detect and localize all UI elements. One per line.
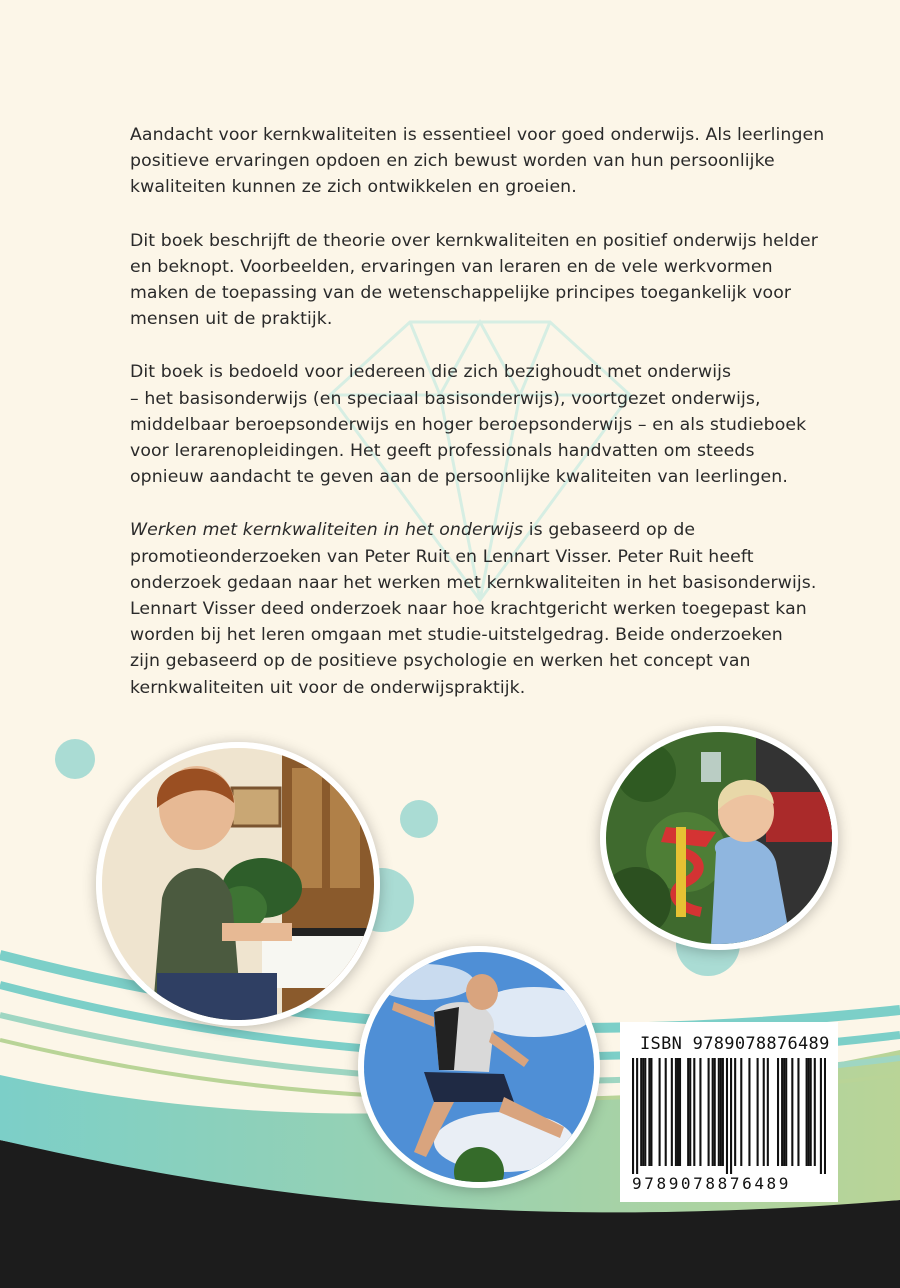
text-line: Dit boek beschrijft de theorie over kernkwaliteiten en positief onderwijs helder xyxy=(130,230,818,251)
barcode-bar xyxy=(642,1058,644,1166)
paragraph-2 xyxy=(130,228,830,333)
barcode-bar xyxy=(810,1058,812,1166)
book-title-italic: Werken met kernkwaliteiten in het onderwijs xyxy=(130,520,524,541)
barcode-bar xyxy=(814,1058,816,1166)
barcode-bar xyxy=(679,1058,681,1166)
barcode-bar xyxy=(820,1058,822,1174)
barcode-bar xyxy=(791,1058,793,1166)
text-line: – het basisonderwijs (en speciaal basisonderwijs), voortgezet onderwijs, xyxy=(130,388,761,409)
barcode-bar xyxy=(783,1058,785,1166)
barcode-bar xyxy=(740,1058,742,1166)
barcode-bar xyxy=(763,1058,765,1166)
barcode-bar xyxy=(648,1058,650,1166)
barcode-bar xyxy=(675,1058,677,1166)
text-line: Dit boek is bedoeld voor iedereen die zich bezighoudt met onderwijs xyxy=(130,362,732,383)
text-line: zijn gebaseerd op de positieve psychologie en werken het concept van xyxy=(130,651,751,672)
barcode-bar xyxy=(757,1058,759,1166)
photo-boy-jumping xyxy=(358,946,600,1188)
barcode-bar xyxy=(808,1058,810,1166)
text-line xyxy=(130,517,830,543)
barcode-bar xyxy=(734,1058,736,1166)
text-line: middelbaar beroepsonderwijs en hoger beroepsonderwijs – en als studieboek xyxy=(130,414,807,435)
photo-child-piano xyxy=(96,742,380,1026)
barcode-bar xyxy=(677,1058,679,1166)
isbn-barcode xyxy=(620,1022,838,1202)
text-line: opnieuw aandacht te geven aan de persoonlijke kwaliteiten van leerlingen. xyxy=(130,467,788,488)
barcode-bar xyxy=(730,1058,732,1174)
barcode-bar xyxy=(699,1058,701,1166)
text-line: mensen uit de praktijk. xyxy=(130,309,333,330)
barcode-bar xyxy=(726,1058,728,1174)
text-line: maken de toepassing van de wetenschappelijke principes toegankelijk voor xyxy=(130,283,792,304)
barcode-bar xyxy=(665,1058,667,1166)
barcode-bar xyxy=(632,1058,634,1174)
isbn-label: ISBN 9789078876489 xyxy=(640,1034,830,1054)
photo-toddler-marble-run xyxy=(600,726,838,950)
barcode-bar xyxy=(708,1058,710,1166)
paragraph-3 xyxy=(130,359,830,490)
barcode-bar xyxy=(718,1058,720,1166)
barcode-bar xyxy=(687,1058,689,1166)
barcode-bar xyxy=(785,1058,787,1166)
text-line: onderzoek gedaan naar het werken met kernkwaliteiten in het basisonderwijs. xyxy=(130,572,817,593)
barcode-bar xyxy=(797,1058,799,1166)
barcode-bar xyxy=(712,1058,714,1166)
barcode-bar xyxy=(824,1058,826,1174)
barcode-bar xyxy=(722,1058,724,1166)
barcode-bar xyxy=(720,1058,722,1166)
text-line: worden bij het leren omgaan met studie-uitstelgedrag. Beide onderzoeken xyxy=(130,625,783,646)
text-fragment: is gebaseerd op de xyxy=(523,520,696,541)
text-line: Lennart Visser deed onderzoek naar hoe krachtgericht werken toegepast kan xyxy=(130,599,807,620)
text-line: positieve ervaringen opdoen en zich bewust worden van hun persoonlijke xyxy=(130,151,775,172)
barcode-bar xyxy=(640,1058,642,1166)
text-line: Aandacht voor kernkwaliteiten is essentieel voor goed onderwijs. Als leerlingen xyxy=(130,125,825,145)
barcode-bar xyxy=(806,1058,808,1166)
bubble-decoration xyxy=(55,739,95,779)
text-line: voor lerarenopleidingen. Het geeft professionals handvatten om steeds xyxy=(130,441,755,462)
barcode-bars xyxy=(632,1058,826,1174)
isbn-digits: 9789078876489 xyxy=(632,1174,792,1193)
paragraph-1 xyxy=(130,122,830,201)
barcode-bar xyxy=(767,1058,769,1166)
bubble-decoration xyxy=(400,800,438,838)
barcode-bar xyxy=(777,1058,779,1166)
barcode-bar xyxy=(636,1058,638,1174)
text-line: kwaliteiten kunnen ze zich ontwikkelen en groeien. xyxy=(130,177,577,198)
barcode-bar xyxy=(671,1058,673,1166)
barcode-bar xyxy=(659,1058,661,1166)
text-line: en beknopt. Voorbeelden, ervaringen van leraren en de vele werkvormen xyxy=(130,256,773,277)
barcode-bar xyxy=(689,1058,691,1166)
description-text xyxy=(130,122,830,728)
barcode-bar xyxy=(748,1058,750,1166)
text-line: kernkwaliteiten uit voor de onderwijspraktijk. xyxy=(130,677,526,698)
text-line: promotieonderzoeken van Peter Ruit en Lennart Visser. Peter Ruit heeft xyxy=(130,546,754,567)
barcode-bar xyxy=(644,1058,646,1166)
barcode-bar xyxy=(781,1058,783,1166)
paragraph-4 xyxy=(130,517,830,700)
barcode-bar xyxy=(693,1058,695,1166)
barcode-bar xyxy=(650,1058,652,1166)
barcode-bar xyxy=(714,1058,716,1166)
